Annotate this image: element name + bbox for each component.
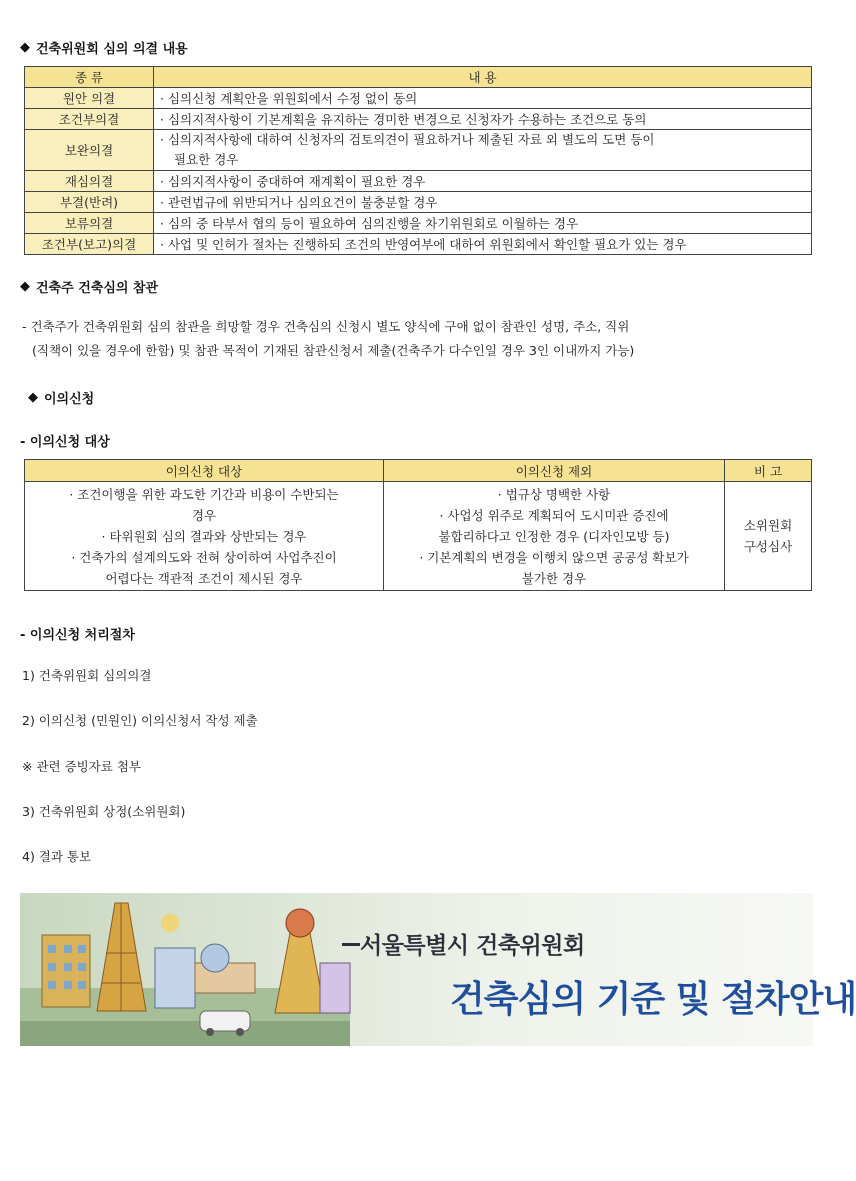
cell-line: · 기본계획의 변경을 이행치 않으면 공공성 확보가: [419, 549, 689, 565]
banner-title: 건축심의 기준 및 절차안내: [450, 979, 856, 1020]
table-row: [25, 234, 812, 255]
table-row: [25, 213, 812, 234]
decision-desc: · 심의지적사항이 기본계획을 유지하는 경미한 변경으로 신청자가 수용하는 조건으로 동의: [154, 109, 812, 130]
header-note: 비 고: [725, 460, 812, 482]
cell-line: · 타위원회 심의 결과와 상반되는 경우: [101, 528, 307, 544]
section-heading-decision: [20, 38, 188, 57]
decision-desc: · 심의지적사항이 중대하여 재계획이 필요한 경우: [154, 171, 812, 192]
table-header-row: [25, 67, 812, 88]
diamond-bullet-icon: ◆: [28, 390, 38, 405]
section-heading-objection: [28, 388, 94, 407]
cell-line: 경우: [191, 507, 217, 523]
table-header-row: [25, 460, 812, 482]
table-row: [25, 192, 812, 213]
cell-line: 어렵다는 객관적 조건이 제시된 경우: [105, 570, 303, 586]
decision-desc: · 심의신청 계획안을 위원회에서 수정 없이 동의: [154, 88, 812, 109]
objection-table: [24, 459, 812, 591]
cell-line: 불가한 경우: [521, 570, 587, 586]
diamond-bullet-icon: ◆: [20, 279, 30, 294]
decision-type: 보완의결: [25, 130, 154, 171]
observation-paragraph-line: - 건축주가 건축위원회 심의 참관을 희망할 경우 건축심의 신청시 별도 양식에 구애 없이 참관인 성명, 주소, 직위: [22, 319, 630, 334]
table-row: [25, 171, 812, 192]
section-heading-observation: [20, 277, 158, 296]
decision-type: 조건부(보고)의결: [25, 234, 154, 255]
header-exclusion: 이의신청 제외: [384, 460, 725, 482]
procedure-note: ※ 관련 증빙자료 첨부: [22, 759, 141, 774]
procedure-step: 4) 결과 통보: [22, 849, 92, 864]
cell-line: · 건축가의 설계의도와 전혀 상이하여 사업추진이: [71, 549, 337, 565]
header-content: 내 용: [154, 67, 812, 88]
city-illustration-icon: [20, 893, 350, 1046]
subtitle-dash: [342, 943, 360, 946]
decision-type: 재심의결: [25, 171, 154, 192]
section-title: 건축주 건축심의 참관: [36, 281, 159, 296]
table-row: [25, 109, 812, 130]
seoul-committee-banner: [20, 893, 856, 1046]
header-target: 이의신청 대상: [25, 460, 384, 482]
objection-note-cell: [725, 482, 812, 591]
section-title: 건축위원회 심의 의결 내용: [36, 42, 188, 57]
decision-desc: · 심의 중 타부서 협의 등이 필요하여 심의진행을 차기위원회로 이월하는 경우: [154, 213, 812, 234]
diamond-bullet-icon: ◆: [20, 40, 30, 55]
cell-line: · 조건이행을 위한 과도한 기간과 비용이 수반되는: [69, 486, 339, 502]
decision-desc: · 사업 및 인허가 절차는 진행하되 조건의 반영여부에 대하여 위원회에서 확인할 필요가 있는 경우: [154, 234, 812, 255]
observation-paragraph-line: (직책이 있을 경우에 한함) 및 참관 목적이 기재된 참관신청서 제출(건축주가 다수인일 경우 3인 이내까지 가능): [32, 343, 635, 358]
objection-exclusion-cell: [384, 482, 725, 591]
decision-type: 조건부의결: [25, 109, 154, 130]
table-row: [25, 130, 812, 171]
decision-type: 부결(반려): [25, 192, 154, 213]
section-title: 이의신청: [44, 392, 95, 407]
decision-type: 원안 의결: [25, 88, 154, 109]
cell-line: 불합리하다고 인정한 경우 (디자인모방 등): [438, 528, 670, 544]
procedure-step: 1) 건축위원회 심의의결: [22, 668, 152, 683]
table-row: [25, 482, 812, 591]
banner-subtitle: 서울특별시 건축위원회: [360, 933, 585, 959]
table-row: [25, 88, 812, 109]
procedure-heading: - 이의신청 처리절차: [20, 628, 135, 643]
decision-table: [24, 66, 812, 255]
objection-target-cell: [25, 482, 384, 591]
decision-desc: · 관련법규에 위반되거나 심의요건이 불충분할 경우: [154, 192, 812, 213]
cell-line: · 사업성 위주로 계획되어 도시미관 증진에: [439, 507, 669, 523]
procedure-step: 2) 이의신청 (민원인) 이의신청서 작성 제출: [22, 713, 258, 728]
cell-line: 구성심사: [743, 539, 793, 554]
header-type: 종 류: [25, 67, 154, 88]
decision-type: 보류의결: [25, 213, 154, 234]
objection-target-heading: - 이의신청 대상: [20, 435, 110, 450]
cell-line: 소위원회: [743, 518, 793, 533]
desc-line: · 심의지적사항에 대하여 신청자의 검토의견이 필요하거나 제출된 자료 외 별도의 도면 등이: [160, 132, 655, 147]
procedure-step: 3) 건축위원회 상정(소위원회): [22, 804, 186, 819]
desc-line: 필요한 경우: [174, 152, 239, 167]
cell-line: · 법규상 명백한 사항: [497, 486, 611, 502]
decision-desc: [154, 130, 812, 171]
